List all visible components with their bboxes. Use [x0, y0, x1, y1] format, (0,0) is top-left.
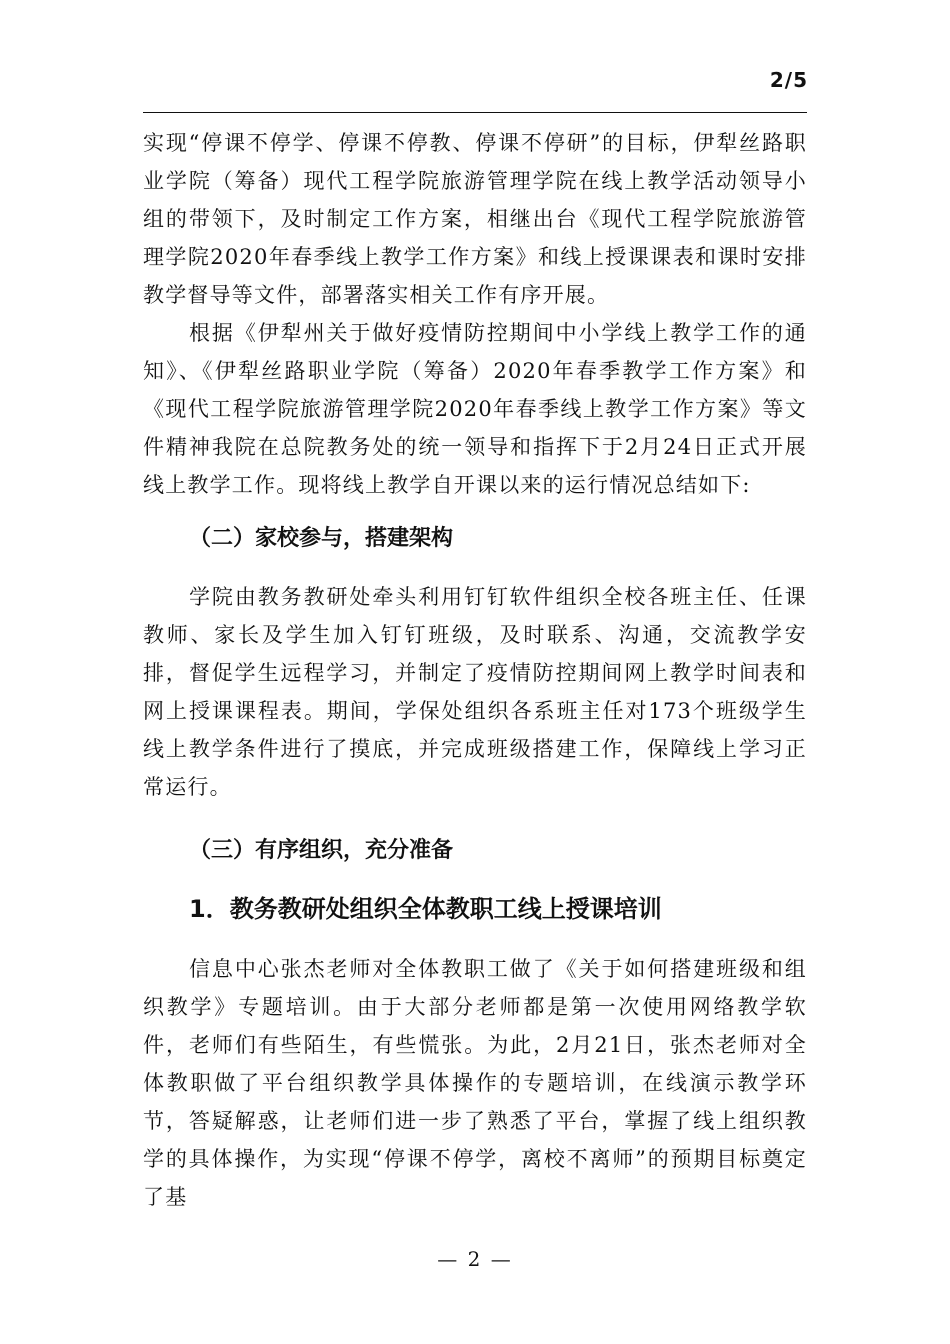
header-rule [143, 112, 807, 113]
section-heading-3: （三）有序组织，充分准备 [189, 838, 454, 863]
footer-page-number: — 2 — [437, 1247, 513, 1271]
paragraph-basis: 根据《伊犁州关于做好疫情防控期间中小学线上教学工作的通知》、《伊犁丝路职业学院（筹备）2020年春季教学工作方案》和《现代工程学院旅游管理学院2020年春季线上教学工作方案》等文件精神我院在总院教务处的统一领导和指挥下于2月24日正式开展线上教学工作。现将线上教学自开课以来的运行情况总结如下: [143, 321, 807, 497]
section-heading-2: （二）家校参与，搭建架构 [189, 526, 454, 551]
paragraph-home-school: 学院由教务教研处牵头利用钉钉软件组织全校各班主任、任课教师、家长及学生加入钉钉班级，及时联系、沟通，交流教学安排，督促学生远程学习，并制定了疫情防控期间网上教学时间表和网上授课课程表。期间，学保处组织各系班主任对173个班级学生线上教学条件进行了摸底，并完成班级搭建工作，保障线上学习正常运行。 [143, 585, 807, 799]
subsection-heading-1: 1．教务教研处组织全体教职工线上授课培训 [189, 895, 662, 923]
page-counter: 2/5 [769, 68, 808, 92]
document-body [143, 124, 807, 1216]
paragraph-continued: 实现“停课不停学、停课不停教、停课不停研”的目标，伊犁丝路职业学院（筹备）现代工程学院旅游管理学院在线上教学活动领导小组的带领下，及时制定工作方案，相继出台《现代工程学院旅游管理学院2020年春季线上教学工作方案》和线上授课课表和课时安排教学督导等文件，部署落实相关工作有序开展。 [143, 131, 807, 307]
paragraph-training: 信息中心张杰老师对全体教职工做了《关于如何搭建班级和组织教学》专题培训。由于大部分老师都是第一次使用网络教学软件，老师们有些陌生，有些慌张。为此，2月21日，张杰老师对全体教职做了平台组织教学具体操作的专题培训，在线演示教学环节，答疑解惑，让老师们进一步了熟悉了平台，掌握了线上组织教学的具体操作，为实现“停课不停学，离校不离师”的预期目标奠定了基 [143, 957, 807, 1209]
